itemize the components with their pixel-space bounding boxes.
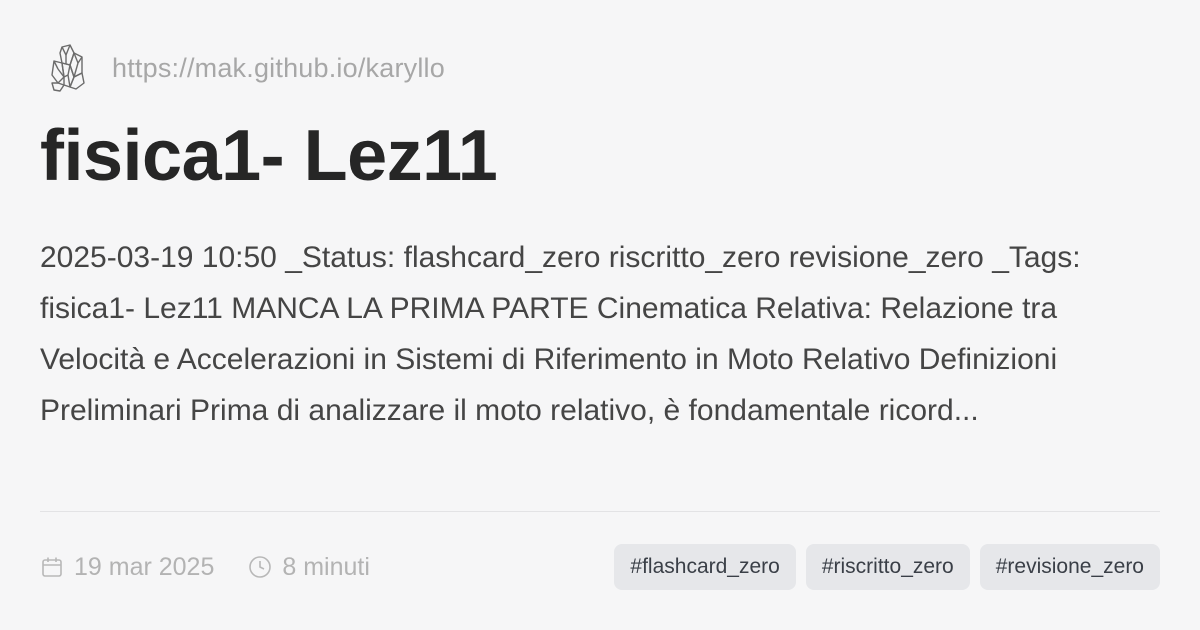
- site-header: [46, 40, 1160, 96]
- clock-icon: [248, 555, 272, 579]
- post-meta: [40, 553, 404, 582]
- post-date: [40, 553, 214, 582]
- tag-chip[interactable]: #flashcard_zero: [614, 544, 795, 590]
- read-time-text: 8 minuti: [282, 552, 370, 581]
- post-title: fisica1- Lez11: [40, 116, 498, 196]
- meta-row: [40, 543, 1160, 591]
- post-date-text: 19 mar 2025: [74, 552, 215, 581]
- post-excerpt: 2025-03-19 10:50 _Status: flashcard_zero riscritto_zero revisione_zero _Tags: fisica1- Lez11 MANCA LA PRIMA PARTE Cinematica Relativa: Relazione tra Velocità e Accelerazioni in Sistemi di Riferimento in Moto Relativo Definizioni Preliminari Prima di analizzare il moto relativo, è fondamentale ricord...: [40, 241, 1081, 427]
- divider: [40, 511, 1160, 512]
- site-url[interactable]: https://mak.github.io/karyllo: [112, 52, 445, 83]
- tag-list: [604, 544, 1160, 590]
- tag-chip[interactable]: #riscritto_zero: [806, 544, 970, 590]
- crystal-logo-icon: [46, 42, 90, 94]
- tag-chip[interactable]: #revisione_zero: [980, 544, 1160, 590]
- calendar-icon: [40, 555, 64, 579]
- read-time: [248, 553, 370, 582]
